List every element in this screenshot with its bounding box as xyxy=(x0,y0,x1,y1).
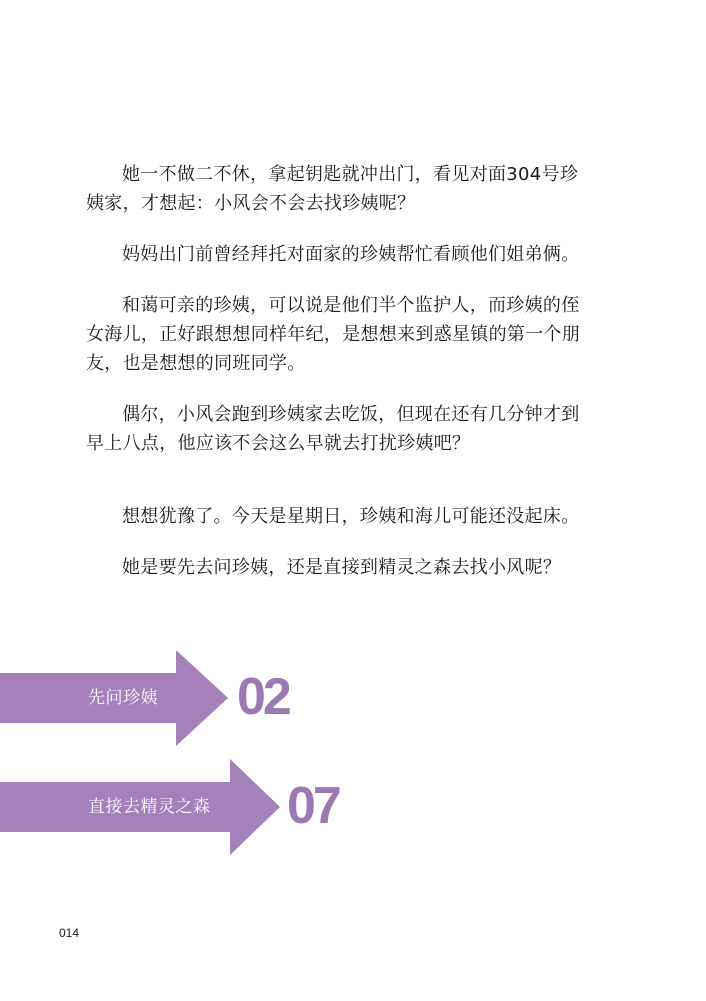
story-paragraph: 她一不做二不休，拿起钥匙就冲出门，看见对面304号珍姨家，才想起：小风会不会去找珍姨呢？ xyxy=(86,164,579,214)
story-text xyxy=(86,160,626,604)
story-paragraph: 想想犹豫了。今天是星期日，珍姨和海儿可能还没起床。 xyxy=(122,506,580,527)
choice-label: 直接去精灵之森 xyxy=(88,797,211,817)
choice-page-number: 07 xyxy=(287,777,339,835)
page-number: 014 xyxy=(59,926,80,940)
story-paragraph: 偶尔，小风会跑到珍姨家去吃饭，但现在还有几分钟才到早上八点，他应该不会这么早就去打扰珍姨吧？ xyxy=(86,404,580,454)
story-paragraph: 妈妈出门前曾经拜托对面家的珍姨帮忙看顾他们姐弟俩。 xyxy=(122,244,580,265)
choice-ask-aunt-jen[interactable] xyxy=(0,650,300,746)
choice-page-number: 02 xyxy=(237,668,289,726)
choice-go-to-spirit-forest[interactable] xyxy=(0,759,350,855)
choice-label: 先问珍姨 xyxy=(88,688,158,708)
story-paragraph: 她是要先去问珍姨，还是直接到精灵之森去找小风呢？ xyxy=(122,557,562,578)
story-paragraph: 和蔼可亲的珍姨，可以说是他们半个监护人，而珍姨的侄女海儿，正好跟想想同样年纪，是想想来到惑星镇的第一个朋友，也是想想的同班同学。 xyxy=(86,295,581,374)
